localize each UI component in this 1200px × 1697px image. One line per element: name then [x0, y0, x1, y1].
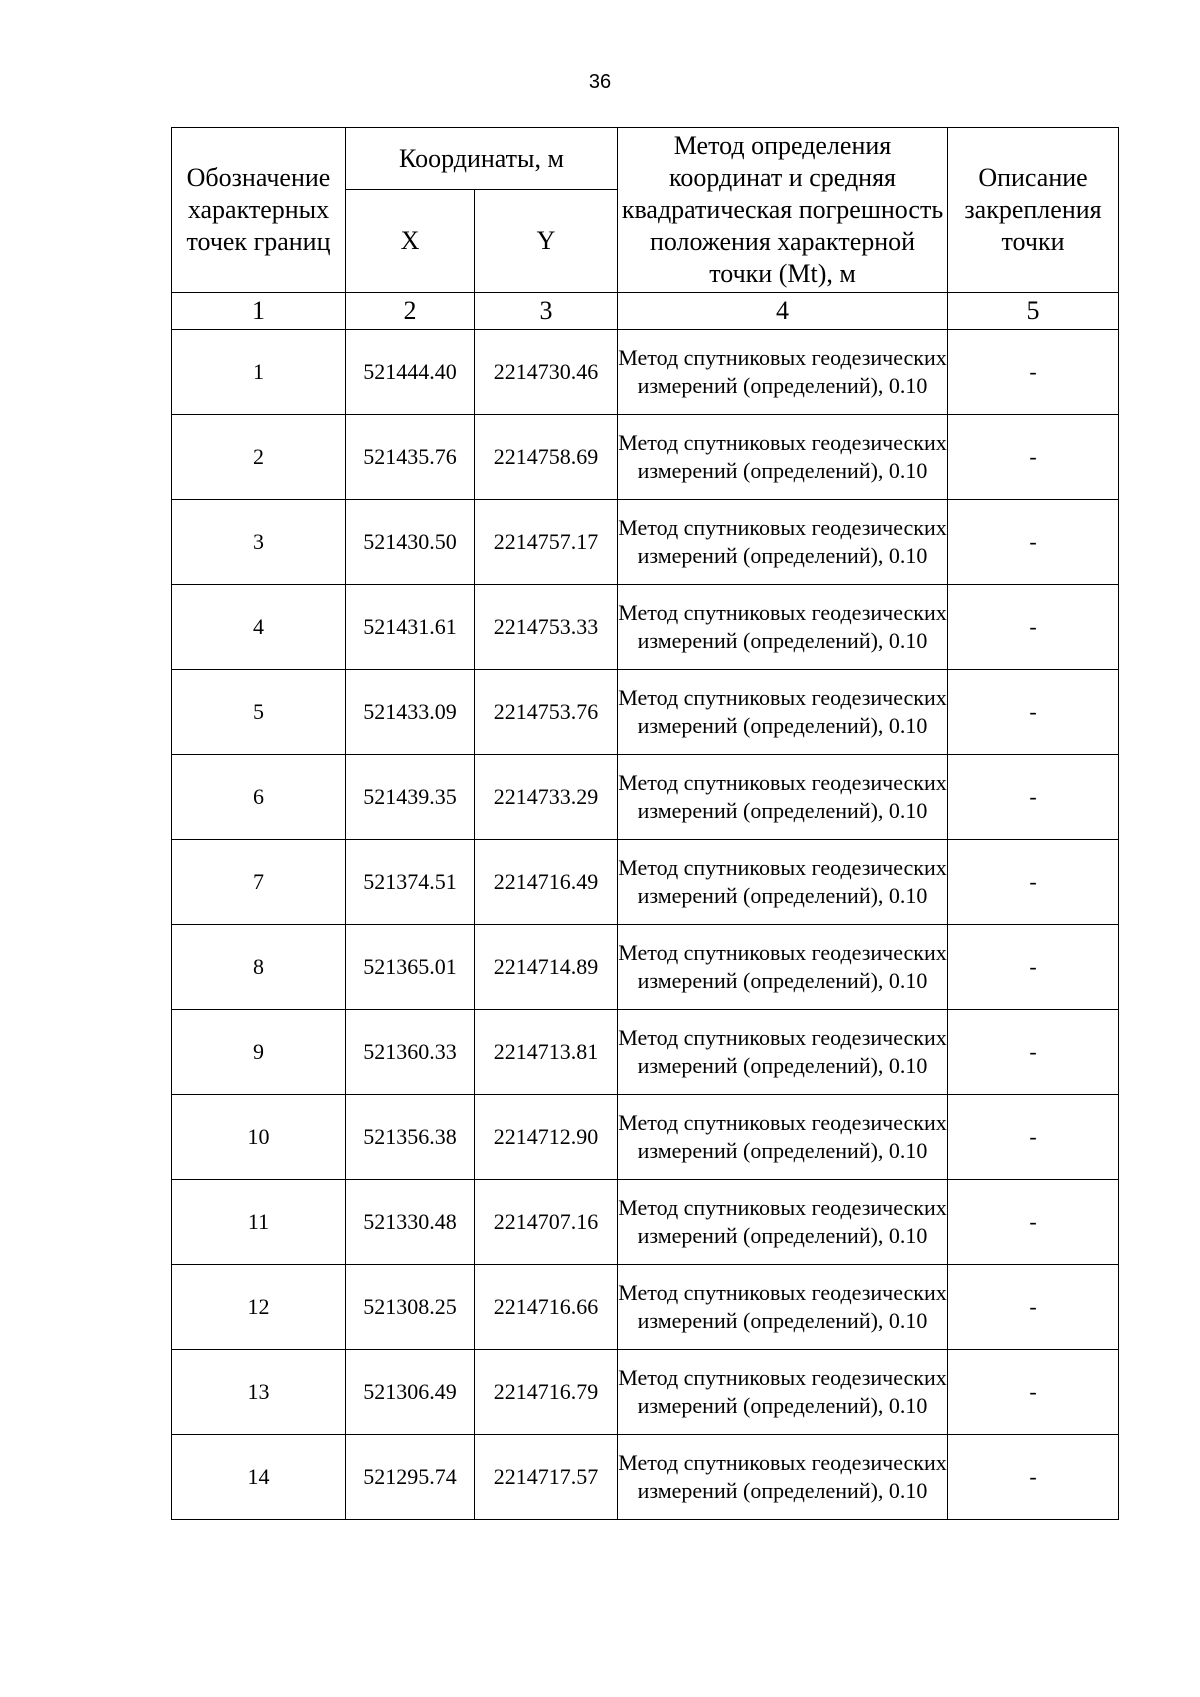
cell-fixation: -	[948, 415, 1119, 500]
cell-x: 521365.01	[346, 925, 475, 1010]
cell-method: Метод спутниковых геодезических измерений (определений), 0.10	[618, 1010, 948, 1095]
cell-fixation: -	[948, 755, 1119, 840]
table-row	[172, 1265, 1119, 1350]
cell-method: Метод спутниковых геодезических измерений (определений), 0.10	[618, 755, 948, 840]
table-row	[172, 840, 1119, 925]
header-designation-label: Обозначение характерных точек границ	[186, 163, 331, 256]
page-number: 36	[588, 71, 612, 93]
cell-x: 521356.38	[346, 1095, 475, 1180]
cell-fixation: -	[948, 1095, 1119, 1180]
cell-method: Метод спутниковых геодезических измерений (определений), 0.10	[618, 1350, 948, 1435]
cell-y: 2214707.16	[475, 1180, 618, 1265]
cell-y: 2214758.69	[475, 415, 618, 500]
cell-method: Метод спутниковых геодезических измерений (определений), 0.10	[618, 585, 948, 670]
header-row-top	[172, 128, 1119, 190]
header-method-label: Метод определения координат и средняя квадратичеcкая погрешность положения характерной точки (Mt), м	[621, 131, 944, 288]
table-row	[172, 1095, 1119, 1180]
cell-x: 521444.40	[346, 330, 475, 415]
cell-point: 3	[172, 500, 346, 585]
table-row	[172, 925, 1119, 1010]
cell-x: 521295.74	[346, 1435, 475, 1520]
cell-y: 2214712.90	[475, 1095, 618, 1180]
cell-method: Метод спутниковых геодезических измерений (определений), 0.10	[618, 500, 948, 585]
table-row	[172, 585, 1119, 670]
cell-y: 2214753.76	[475, 670, 618, 755]
boundary-points-table	[171, 127, 1119, 1520]
table-row	[172, 415, 1119, 500]
table-row	[172, 670, 1119, 755]
table-row	[172, 1010, 1119, 1095]
cell-x: 521435.76	[346, 415, 475, 500]
table-row	[172, 500, 1119, 585]
cell-x: 521431.61	[346, 585, 475, 670]
header-coordinates	[346, 128, 618, 190]
cell-y: 2214730.46	[475, 330, 618, 415]
cell-method: Метод спутниковых геодезических измерений (определений), 0.10	[618, 840, 948, 925]
cell-method: Метод спутниковых геодезических измерений (определений), 0.10	[618, 1095, 948, 1180]
header-y-label: Y	[536, 226, 556, 255]
cell-point: 1	[172, 330, 346, 415]
cell-y: 2214713.81	[475, 1010, 618, 1095]
header-x-label: X	[400, 226, 420, 255]
cell-y: 2214753.33	[475, 585, 618, 670]
header-x	[346, 190, 475, 293]
cell-point: 12	[172, 1265, 346, 1350]
table-row	[172, 330, 1119, 415]
cell-x: 521360.33	[346, 1010, 475, 1095]
cell-fixation: -	[948, 670, 1119, 755]
cell-y: 2214716.66	[475, 1265, 618, 1350]
cell-x: 521306.49	[346, 1350, 475, 1435]
cell-y: 2214733.29	[475, 755, 618, 840]
cell-fixation: -	[948, 1350, 1119, 1435]
cell-method: Метод спутниковых геодезических измерений (определений), 0.10	[618, 1180, 948, 1265]
cell-x: 521430.50	[346, 500, 475, 585]
column-number-4: 4	[618, 293, 948, 330]
cell-fixation: -	[948, 1435, 1119, 1520]
cell-point: 8	[172, 925, 346, 1010]
header-description	[948, 128, 1119, 293]
cell-fixation: -	[948, 585, 1119, 670]
cell-point: 13	[172, 1350, 346, 1435]
cell-fixation: -	[948, 1265, 1119, 1350]
cell-point: 11	[172, 1180, 346, 1265]
cell-point: 6	[172, 755, 346, 840]
header-description-label: Описание закрепления точки	[964, 163, 1102, 256]
cell-y: 2214716.49	[475, 840, 618, 925]
column-number-3: 3	[475, 293, 618, 330]
cell-method: Метод спутниковых геодезических измерений (определений), 0.10	[618, 1265, 948, 1350]
cell-fixation: -	[948, 330, 1119, 415]
header-method	[618, 128, 948, 293]
cell-point: 9	[172, 1010, 346, 1095]
header-designation	[172, 128, 346, 293]
cell-x: 521330.48	[346, 1180, 475, 1265]
cell-point: 2	[172, 415, 346, 500]
cell-x: 521433.09	[346, 670, 475, 755]
table-row	[172, 1180, 1119, 1265]
cell-method: Метод спутниковых геодезических измерений (определений), 0.10	[618, 670, 948, 755]
cell-method: Метод спутниковых геодезических измерений (определений), 0.10	[618, 330, 948, 415]
cell-y: 2214757.17	[475, 500, 618, 585]
column-number-1: 1	[172, 293, 346, 330]
cell-point: 4	[172, 585, 346, 670]
header-coordinates-label: Координаты, м	[399, 143, 564, 173]
cell-fixation: -	[948, 1010, 1119, 1095]
cell-y: 2214716.79	[475, 1350, 618, 1435]
cell-y: 2214717.57	[475, 1435, 618, 1520]
cell-point: 7	[172, 840, 346, 925]
cell-method: Метод спутниковых геодезических измерений (определений), 0.10	[618, 415, 948, 500]
cell-point: 10	[172, 1095, 346, 1180]
column-number-2: 2	[346, 293, 475, 330]
cell-point: 5	[172, 670, 346, 755]
header-y	[475, 190, 618, 293]
cell-fixation: -	[948, 500, 1119, 585]
cell-x: 521439.35	[346, 755, 475, 840]
table-row	[172, 755, 1119, 840]
table-row	[172, 1435, 1119, 1520]
table-row	[172, 1350, 1119, 1435]
cell-method: Метод спутниковых геодезических измерений (определений), 0.10	[618, 925, 948, 1010]
cell-method: Метод спутниковых геодезических измерений (определений), 0.10	[618, 1435, 948, 1520]
cell-x: 521374.51	[346, 840, 475, 925]
column-number-5: 5	[948, 293, 1119, 330]
cell-fixation: -	[948, 1180, 1119, 1265]
table-body	[172, 330, 1119, 1520]
column-number-row	[172, 293, 1119, 330]
cell-y: 2214714.89	[475, 925, 618, 1010]
cell-x: 521308.25	[346, 1265, 475, 1350]
cell-fixation: -	[948, 925, 1119, 1010]
cell-fixation: -	[948, 840, 1119, 925]
cell-point: 14	[172, 1435, 346, 1520]
